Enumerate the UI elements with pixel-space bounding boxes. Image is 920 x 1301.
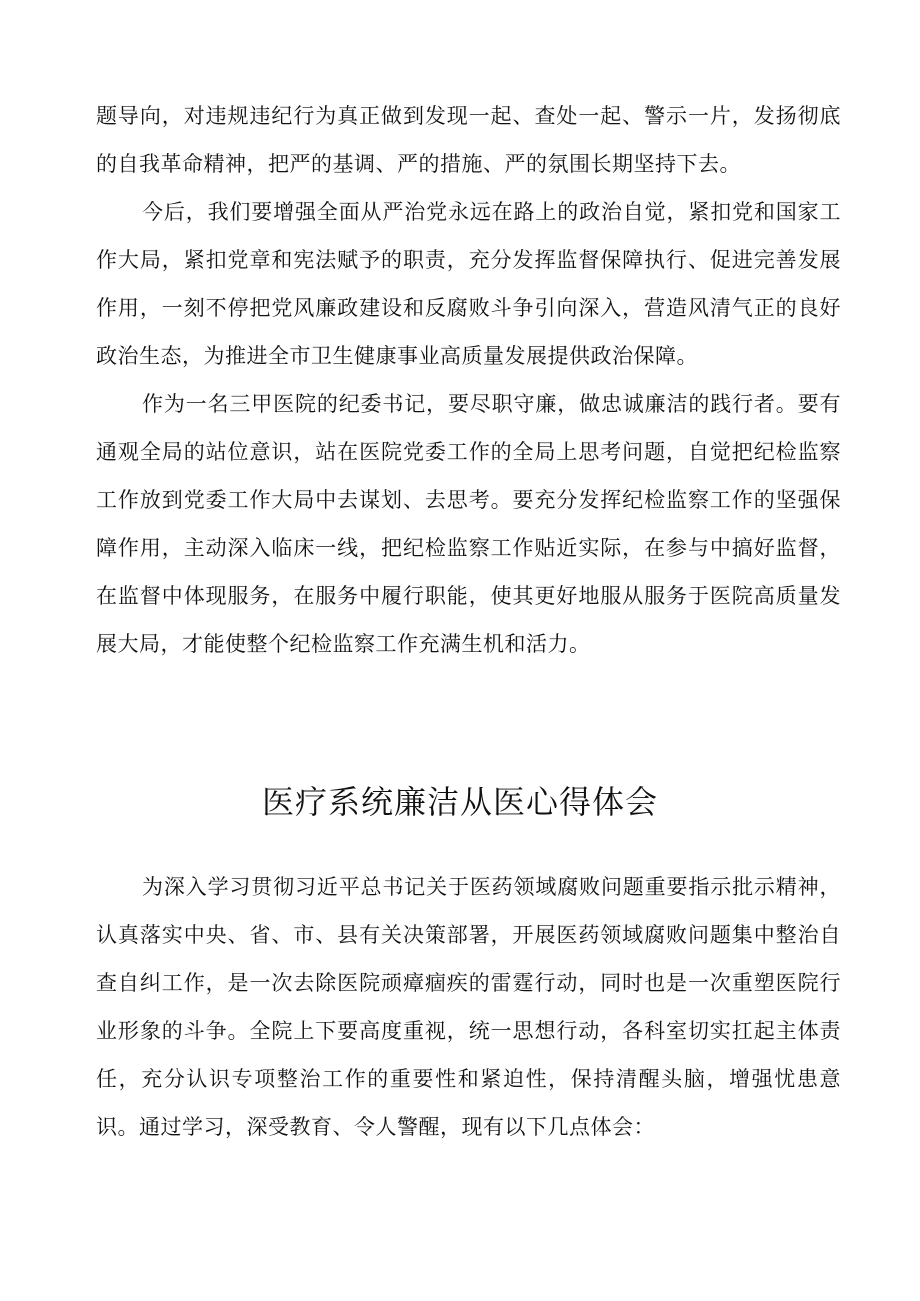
paragraph: 为深入学习贯彻习近平总书记关于医药领域腐败问题重要指示批示精神，认真落实中央、省、市、县有关决策部署，开展医药领域腐败问题集中整治自查自纠工作，是一次去除医院顽瘴痼疾的雷霆行动，同时也是一次重塑医院行业形象的斗争。全院上下要高度重视，统一思想行动，各科室切实扛起主体责任，充分认识专项整治工作的重要性和紧迫性，保持清醒头脑，增强忧患意识。通过学习，深受教育、令人警醒，现有以下几点体会： xyxy=(96,875,841,1139)
paragraph-continuation: 题导向，对违规违纪行为真正做到发现一起、查处一起、警示一片，发扬彻底的自我革命精神，把严的基调、严的措施、严的氛围长期坚持下去。 xyxy=(96,104,841,176)
previous-article-body xyxy=(96,92,841,668)
paragraph: 今后，我们要增强全面从严治党永远在路上的政治自觉，紧扣党和国家工作大局，紧扣党章和宪法赋予的职责，充分发挥监督保障执行、促进完善发展作用，一刻不停把党风廉政建设和反腐败斗争引向深入，营造风清气正的良好政治生态，为推进全市卫生健康事业高质量发展提供政治保障。 xyxy=(96,200,841,368)
article-body xyxy=(96,863,841,1151)
article-title: 医疗系统廉洁从医心得体会 xyxy=(261,783,658,821)
paragraph: 作为一名三甲医院的纪委书记，要尽职守廉，做忠诚廉洁的践行者。要有通观全局的站位意识，站在医院党委工作的全局上思考问题，自觉把纪检监察工作放到党委工作大局中去谋划、去思考。要充分发挥纪检监察工作的坚强保障作用，主动深入临床一线，把纪检监察工作贴近实际，在参与中搞好监督，在监督中体现服务，在服务中履行职能，使其更好地服从服务于医院高质量发展大局，才能使整个纪检监察工作充满生机和活力。 xyxy=(96,392,841,656)
